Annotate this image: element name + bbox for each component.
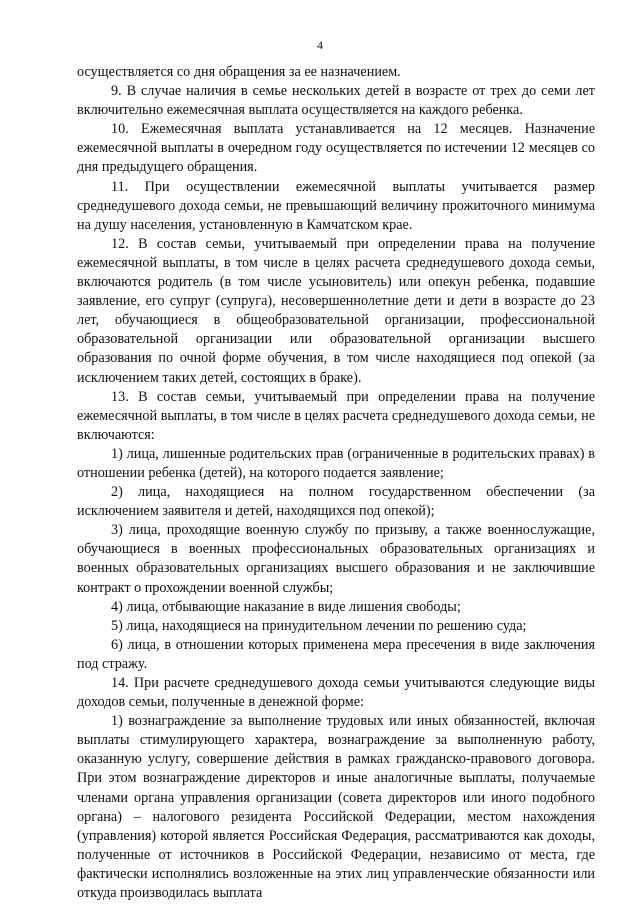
paragraph-12: 12. В состав семьи, учитываемый при определении права на получение ежемесячной выплаты, в том числе в целях расчета среднедушевого дохода семьи, включаются родитель (в том числе усыновитель) или опекун ребенка, подавшие заявление, его супруг (супруга), несовершеннолетние дети и дети в возрасте до 23 лет, обучающиеся в общеобразовательной организации, профессиональной образовательной организации или образовательной организации высшего образования по очной форме обучения, в том числе находящиеся под опекой (за исключением таких детей, состоящих в браке). [77,235,595,386]
paragraph-13-item-2: 2) лица, находящиеся на полном государственном обеспечении (за исключением заявителя и детей, находящихся под опекой); [77,484,595,520]
paragraph-continuation: осуществляется со дня обращения за ее назначением. [77,64,401,80]
paragraph-10: 10. Ежемесячная выплата устанавливается на 12 месяцев. Назначение ежемесячной выплаты в очередном году осуществляется по истечении 12 месяцев со дня предыдущего обращения. [77,121,595,176]
paragraph-14: 14. При расчете среднедушевого дохода семьи учитываются следующие виды доходов семьи, полученные в денежной форме: [77,675,595,711]
page-number: 4 [317,38,323,52]
paragraph-14-item-1: 1) вознаграждение за выполнение трудовых или иных обязанностей, включая выплаты стимулирующего характера, вознаграждение за выполненную работу, оказанную услугу, совершение действия в рамках гражданско-правового договора. При этом вознаграждение директоров и иные аналогичные выплаты, получаемые членами органа управления организации (совета директоров или иного подобного органа) – налогового резидента Российской Федерации, местом нахождения (управления) которой является Российская Федерация, рассматриваются как доходы, полученные от источников в Российской Федерации, независимо от места, где фактически исполнялись возложенные на этих лиц управленческие обязанности или откуда производилась выплата [77,713,595,902]
paragraph-13-item-6: 6) лица, в отношении которых применена мера пресечения в виде заключения под стражу. [77,636,595,672]
paragraph-13: 13. В состав семьи, учитываемый при определении права на получение ежемесячной выплаты, в том числе в целях расчета среднедушевого дохода семьи, не включаются: [77,388,595,443]
paragraph-9: 9. В случае наличия в семье нескольких детей в возрасте от трех до семи лет включительно ежемесячная выплата осуществляется на каждого ребенка. [77,83,595,119]
paragraph-13-item-1: 1) лица, лишенные родительских прав (ограниченные в родительских правах) в отношении ребенка (детей), на которого подается заявление; [77,445,595,481]
document-body [77,63,595,903]
paragraph-13-item-3: 3) лица, проходящие военную службу по призыву, а также военнослужащие, обучающиеся в военных профессиональных образовательных организациях и военных образовательных организациях высшего образования и не заключившие контракт о прохождении военной службы; [77,522,595,596]
paragraph-13-item-5: 5) лица, находящиеся на принудительном лечении по решению суда; [111,617,527,634]
paragraph-13-item-4: 4) лица, отбывающие наказание в виде лишения свободы; [111,598,461,615]
paragraph-11: 11. При осуществлении ежемесячной выплаты учитывается размер среднедушевого дохода семьи, не превышающий величину прожиточного минимума на душу населения, установленную в Камчатском крае. [77,178,595,233]
